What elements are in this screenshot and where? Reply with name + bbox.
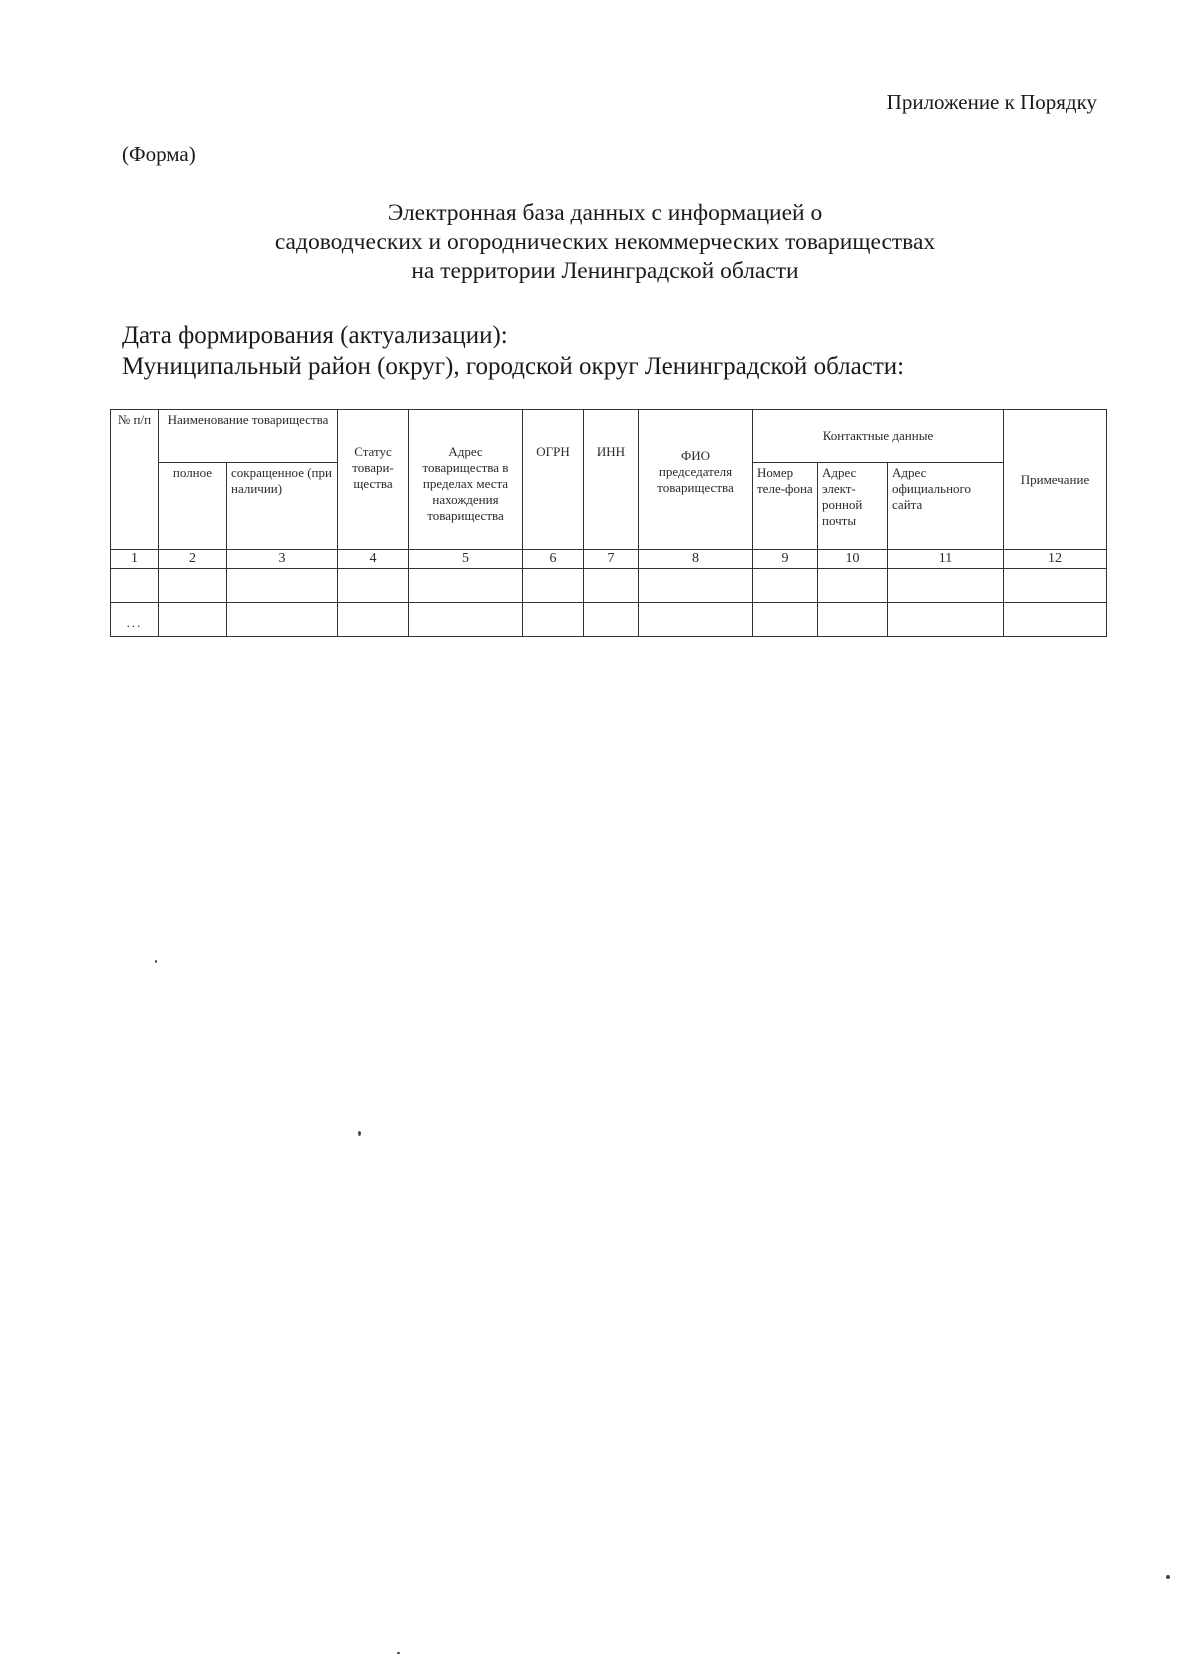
header-email: Адрес элект-ронной почты [818,463,888,550]
header-website: Адрес официального сайта [888,463,1004,550]
scan-speck [1166,1575,1170,1579]
header-name-full: полное [159,463,227,550]
table-cell [584,569,639,603]
table-cell [111,569,159,603]
header-note: Примечание [1004,410,1107,550]
table-cell [523,603,584,637]
scan-speck [397,1652,400,1654]
header-chairman: ФИО председателя товарищества [639,410,753,550]
table-cell [639,603,753,637]
table-cell [409,603,523,637]
date-label: Дата формирования (актуализации): [122,322,508,349]
table-cell [227,603,338,637]
column-number: 7 [584,550,639,569]
table-cell [584,603,639,637]
scan-speck [155,960,157,963]
column-number: 5 [409,550,523,569]
table-cell [338,569,409,603]
table-cell-ellipsis [111,603,159,637]
column-number: 3 [227,550,338,569]
header-contacts-group: Контактные данные [753,410,1004,463]
table-cell [159,569,227,603]
appendix-label: Приложение к Порядку [886,90,1097,114]
header-row-1 [111,410,1107,463]
district-label: Муниципальный район (округ), городской округ Ленинградской области: [122,353,905,380]
header-status: Статус товари-щества [338,410,409,550]
table-cell [888,603,1004,637]
scan-speck [358,1131,361,1136]
column-number: 4 [338,550,409,569]
title-line-2: садоводческих и огороднических некоммерческих товариществах [274,229,936,255]
header-address: Адрес товарищества в пределах места нахождения товарищества [409,410,523,550]
column-number: 2 [159,550,227,569]
table-cell [1004,603,1107,637]
table-cell [753,569,818,603]
column-number: 11 [888,550,1004,569]
column-number: 1 [111,550,159,569]
table-cell [227,569,338,603]
header-name-group: Наименование товарищества [159,410,338,463]
table-cell [888,569,1004,603]
table-cell [818,569,888,603]
database-table [110,409,1107,637]
column-number: 6 [523,550,584,569]
form-label: (Форма) [122,142,196,166]
column-number: 12 [1004,550,1107,569]
table-cell [1004,569,1107,603]
document-title [140,199,1070,286]
table-row [111,569,1107,603]
table-cell [639,569,753,603]
table-cell [818,603,888,637]
table-row [111,603,1107,637]
header-name-short: сокращенное (при наличии) [227,463,338,550]
column-number: 9 [753,550,818,569]
table-cell [409,569,523,603]
title-line-3: на территории Ленинградской области [411,258,799,284]
table-cell [338,603,409,637]
title-line-1: Электронная база данных с информацией о [387,200,823,226]
table-cell [753,603,818,637]
header-inn: ИНН [584,410,639,550]
table-cell [159,603,227,637]
column-number: 10 [818,550,888,569]
column-number: 8 [639,550,753,569]
header-num: № п/п [111,410,159,550]
ellipsis-text: ... [126,615,143,630]
column-number-row [111,550,1107,569]
header-ogrn: ОГРН [523,410,584,550]
table-cell [523,569,584,603]
header-phone: Номер теле-фона [753,463,818,550]
